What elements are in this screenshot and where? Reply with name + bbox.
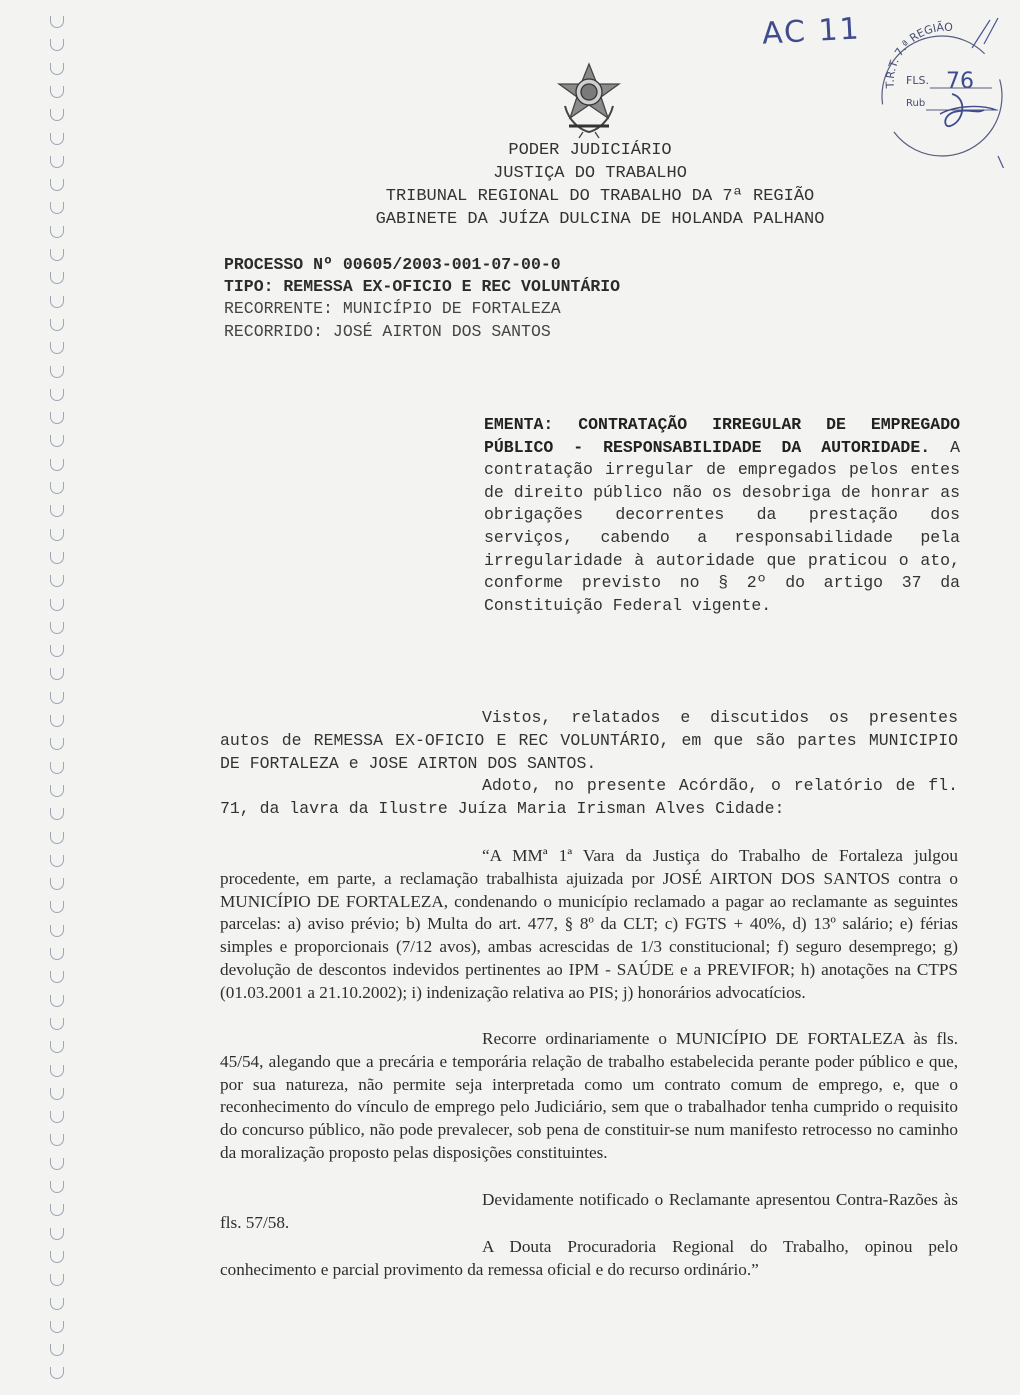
paragraph-report-sentence xyxy=(220,845,958,1005)
binder-hole xyxy=(50,63,64,75)
binder-hole xyxy=(50,645,64,657)
binder-hole xyxy=(50,505,64,517)
binder-hole xyxy=(50,249,64,261)
paragraph-adoto xyxy=(220,775,958,821)
stamp-top-text: T.R.T. 7.ª REGIÃO xyxy=(883,20,954,89)
binder-hole xyxy=(50,1134,64,1146)
binder-hole xyxy=(50,529,64,541)
binder-hole xyxy=(50,1204,64,1216)
binder-hole xyxy=(50,1088,64,1100)
binder-hole xyxy=(50,226,64,238)
binder-hole xyxy=(50,1181,64,1193)
binder-hole xyxy=(50,459,64,471)
binder-hole xyxy=(50,785,64,797)
ementa-block xyxy=(484,414,960,617)
binder-hole xyxy=(50,808,64,820)
binder-hole xyxy=(50,738,64,750)
binder-hole xyxy=(50,832,64,844)
binder-hole xyxy=(50,995,64,1007)
binder-hole xyxy=(50,1298,64,1310)
binder-hole xyxy=(50,272,64,284)
binder-hole xyxy=(50,366,64,378)
binder-hole xyxy=(50,855,64,867)
binder-hole xyxy=(50,948,64,960)
header-justica-trabalho: JUSTIÇA DO TRABALHO xyxy=(493,164,687,183)
process-appellee: RECORRIDO: JOSÉ AIRTON DOS SANTOS xyxy=(224,322,551,341)
binder-hole xyxy=(50,86,64,98)
stamp-fls-value: 76 xyxy=(946,69,974,94)
paragraph-appeal-text: Recorre ordinariamente o MUNICÍPIO DE FORTALEZA às fls. 45/54, alegando que a precária e temporária relação de trabalho estabelecida perante poder público e que, por sua natureza, não permite seja interpretada como um contrato comum de emprego, e, que o reconhecimento do vínculo de emprego pelo Judiciário, sem que o trabalhador tenha cumprido o requisito do concurso público, não pode prevalecer, sob pena de constituir-se num manifesto retrocesso no caminho da moralização proposto pelas disposições constituintes. xyxy=(220,1029,958,1162)
binder-hole xyxy=(50,156,64,168)
binder-hole xyxy=(50,668,64,680)
binder-hole xyxy=(50,319,64,331)
paragraph-procuradoria xyxy=(220,1236,958,1282)
binder-hole xyxy=(50,575,64,587)
binder-hole xyxy=(50,1321,64,1333)
ementa-body: A contratação irregular de empregados pelos entes de direito público não os desobriga de honrar as obrigações decorrentes da prestação dos serviços, cabendo a responsabilidade pela irregularidade à autoridade que praticou o ato, conforme previsto no § 2º do artigo 37 da Constituição Federal vigente. xyxy=(484,437,961,615)
binder-hole xyxy=(50,715,64,727)
handwritten-note: AC 11 xyxy=(761,11,862,52)
binder-hole xyxy=(50,133,64,145)
binder-hole xyxy=(50,971,64,983)
binder-hole xyxy=(50,901,64,913)
paragraph-vistos xyxy=(220,707,958,775)
binder-hole xyxy=(50,179,64,191)
binder-hole xyxy=(50,1158,64,1170)
paragraph-vistos-text: Vistos, relatados e discutidos os presentes autos de REMESSA EX-OFICIO E REC VOLUNTÁRIO, em que são partes MUNICIPIO DE FORTALEZA e JOSE AIRTON DOS SANTOS. xyxy=(220,708,958,773)
binder-hole xyxy=(50,412,64,424)
binder-hole xyxy=(50,1065,64,1077)
binder-hole xyxy=(50,1344,64,1356)
binder-holes xyxy=(44,8,72,1388)
binder-hole xyxy=(50,296,64,308)
process-appellant: RECORRENTE: MUNICÍPIO DE FORTALEZA xyxy=(224,299,561,318)
binder-hole xyxy=(50,878,64,890)
binder-hole xyxy=(50,762,64,774)
binder-hole xyxy=(50,1274,64,1286)
binder-hole xyxy=(50,389,64,401)
ementa-heading: EMENTA: CONTRATAÇÃO IRREGULAR DE EMPREGADO PÚBLICO - RESPONSABILIDADE DA AUTORIDADE. xyxy=(484,415,960,457)
paragraph-adoto-text: Adoto, no presente Acórdão, o relatório de fl. 71, da lavra da Ilustre Juíza Maria Irisman Alves Cidade: xyxy=(220,776,958,818)
binder-hole xyxy=(50,1018,64,1030)
paragraph-report-sentence-text: “A MMª 1ª Vara da Justiça do Trabalho de Fortaleza julgou procedente, em parte, a reclamação trabalhista ajuizada por JOSÉ AIRTON DOS SANTOS contra o MUNICÍPIO DE FORTALEZA, condenando o município reclamado a pagar ao reclamante as seguintes parcelas: a) aviso prévio; b) Multa do art. 477, § 8º da CLT; c) FGTS + 40%, d) 13º salário; e) férias simples e proporcionais (7/12 avos), ambas acrescidas de 1/3 constitucional; f) seguro desemprego; g) devolução de descontos indevidos pertinentes ao IPM - SAÚDE e a PREVIFOR; h) anotações na CTPS (01.03.2001 a 21.10.2002); i) indenização relativa ao PIS; j) honorários advocatícios. xyxy=(220,846,958,1002)
binder-hole xyxy=(50,482,64,494)
binder-hole xyxy=(50,925,64,937)
binder-hole xyxy=(50,1251,64,1263)
court-stamp xyxy=(880,18,1010,168)
binder-hole xyxy=(50,599,64,611)
header-gabinete: GABINETE DA JUÍZA DULCINA DE HOLANDA PALHANO xyxy=(375,210,825,229)
header-poder-judiciario: PODER JUDICIÁRIO xyxy=(508,141,672,160)
binder-hole xyxy=(50,1367,64,1379)
binder-hole xyxy=(50,39,64,51)
binder-hole xyxy=(50,622,64,634)
coat-of-arms-emblem xyxy=(553,60,625,140)
paragraph-procuradoria-text: A Douta Procuradoria Regional do Trabalho, opinou pelo conhecimento e parcial provimento da remessa oficial e do recurso ordinário.” xyxy=(220,1237,958,1279)
binder-hole xyxy=(50,1041,64,1053)
paragraph-notification-text: Devidamente notificado o Reclamante apresentou Contra-Razões às fls. 57/58. xyxy=(220,1190,958,1232)
binder-hole xyxy=(50,109,64,121)
stamp-fls-label: FLS. xyxy=(906,74,929,87)
binder-hole xyxy=(50,202,64,214)
process-type: TIPO: REMESSA EX-OFICIO E REC VOLUNTÁRIO xyxy=(224,277,621,296)
binder-hole xyxy=(50,342,64,354)
binder-hole xyxy=(50,1111,64,1123)
header-tribunal-regional: TRIBUNAL REGIONAL DO TRABALHO DA 7ª REGIÃO xyxy=(385,187,815,206)
binder-hole xyxy=(50,16,64,28)
process-number: PROCESSO Nº 00605/2003-001-07-00-0 xyxy=(224,255,561,274)
binder-hole xyxy=(50,1228,64,1240)
paragraph-notification xyxy=(220,1189,958,1235)
paragraph-appeal xyxy=(220,1028,958,1165)
binder-hole xyxy=(50,692,64,704)
binder-hole xyxy=(50,435,64,447)
stamp-rub-label: Rub xyxy=(906,98,926,109)
binder-hole xyxy=(50,552,64,564)
